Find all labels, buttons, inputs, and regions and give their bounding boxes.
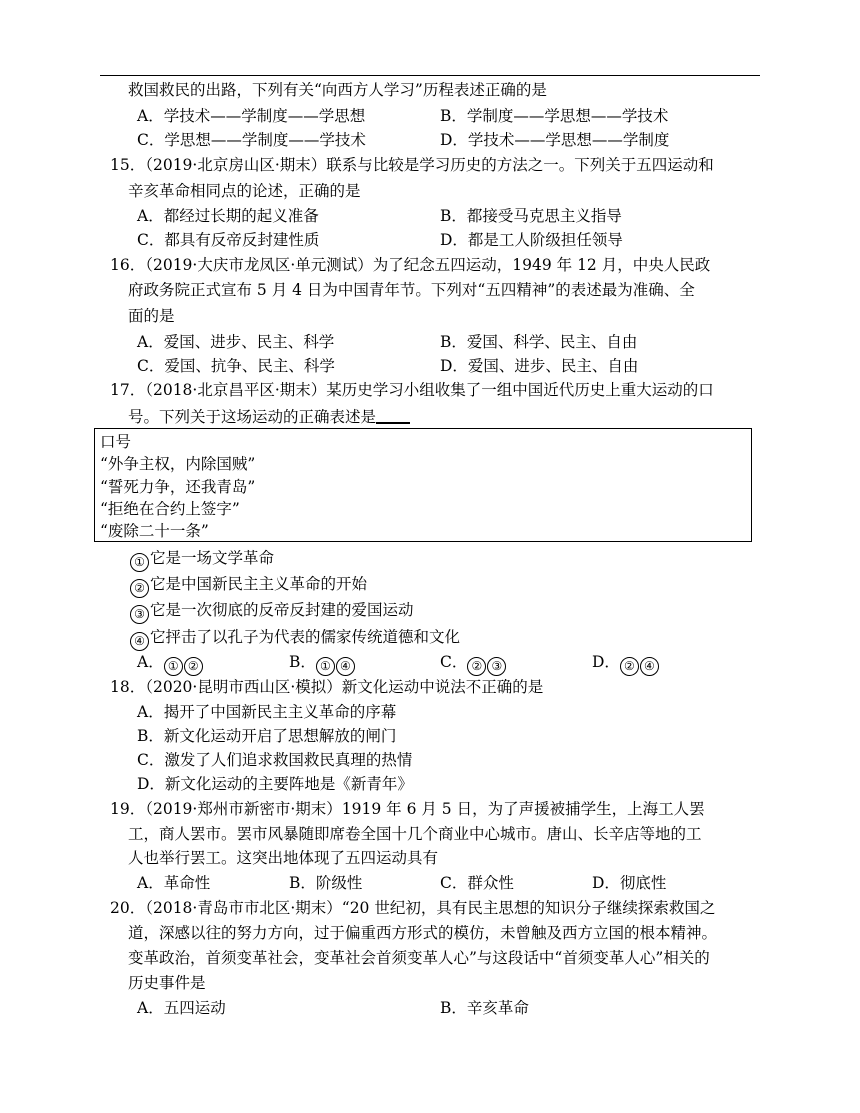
q18-option-a[interactable]: A．揭开了中国新民主主义革命的序幕 bbox=[137, 703, 397, 721]
q17-statement-4: ④ 它抨击了以孔子为代表的儒家传统道德和文化 bbox=[130, 627, 460, 651]
slogan-line: “废除二十一条” bbox=[100, 522, 209, 540]
q17-stem-line1: 17．（2018·北京昌平区·期末）某历史学习小组收集了一组中国近代历史上重大运动的口 bbox=[110, 381, 714, 399]
q16-stem-line2: 府政务院正式宣布 5 月 4 日为中国青年节。下列对“五四精神”的表述最为准确、全 bbox=[128, 281, 695, 299]
q20-stem-line1: 20．（2018·青岛市市北区·期末）“20 世纪初，具有民主思想的知识分子继续探索救国之 bbox=[110, 899, 716, 917]
q17-option-c[interactable]: C． ② ③ bbox=[440, 652, 507, 676]
circled-number: ② bbox=[130, 579, 149, 598]
q16-option-c[interactable]: C．爱国、抗争、民主、科学 bbox=[137, 357, 335, 375]
q18-option-b[interactable]: B．新文化运动开启了思想解放的闸门 bbox=[137, 727, 397, 745]
q19-stem-line3: 人也举行罢工。这突出地体现了五四运动具有 bbox=[128, 849, 439, 867]
q20-option-a[interactable]: A．五四运动 bbox=[137, 999, 226, 1017]
q16-option-a[interactable]: A．爱国、进步、民主、科学 bbox=[137, 333, 335, 351]
intro-option-b[interactable]: B．学制度——学思想——学技术 bbox=[440, 107, 669, 125]
q19-stem-line1: 19．（2019·郑州市新密市·期末）1919 年 6 月 5 日，为了声援被捕学生，上海工人罢 bbox=[110, 800, 705, 818]
q15-stem-line2: 辛亥革命相同点的论述，正确的是 bbox=[128, 182, 361, 200]
intro-stem: 救国救民的出路，下列有关“向西方人学习”历程表述正确的是 bbox=[128, 81, 547, 99]
circled-number: ③ bbox=[130, 605, 149, 624]
q15-option-b[interactable]: B．都接受马克思主义指导 bbox=[440, 207, 622, 225]
q19-option-b[interactable]: B．阶级性 bbox=[289, 874, 363, 892]
slogan-line: “外争主权，内除国贼” bbox=[100, 455, 256, 473]
q19-option-c[interactable]: C．群众性 bbox=[440, 874, 514, 892]
q15-option-a[interactable]: A．都经过长期的起义准备 bbox=[137, 207, 319, 225]
q17-stem-line2: 号。下列关于这场运动的正确表述是 bbox=[128, 406, 410, 427]
q19-stem-line2: 工，商人罢市。罢市风暴随即席卷全国十几个商业中心城市。唐山、长辛店等地的工 bbox=[128, 825, 702, 843]
intro-option-d[interactable]: D．学技术——学思想——学制度 bbox=[440, 131, 670, 149]
slogan-box-title: 口号 bbox=[100, 433, 132, 451]
q17-statement-2: ② 它是中国新民主主义革命的开始 bbox=[130, 574, 367, 598]
q20-option-b[interactable]: B．辛亥革命 bbox=[440, 999, 529, 1017]
q18-option-c[interactable]: C．激发了人们追求救国救民真理的热情 bbox=[137, 751, 413, 769]
q15-option-d[interactable]: D．都是工人阶级担任领导 bbox=[440, 231, 623, 249]
circled-number: ④ bbox=[130, 632, 149, 651]
intro-option-c[interactable]: C．学思想——学制度——学技术 bbox=[137, 131, 366, 149]
slogan-line: “拒绝在合约上签字” bbox=[100, 500, 240, 518]
answer-blank bbox=[376, 406, 410, 424]
q19-option-a[interactable]: A．革命性 bbox=[137, 874, 211, 892]
q20-stem-line3: 变革政治，首须变革社会，变革社会首须变革人心”与这段话中“首须变革人心”相关的 bbox=[128, 949, 710, 967]
q17-statement-3: ③ 它是一次彻底的反帝反封建的爱国运动 bbox=[130, 600, 414, 624]
q19-option-d[interactable]: D．彻底性 bbox=[592, 874, 667, 892]
q20-stem-line2: 道，深感以往的努力方向，过于偏重西方形式的模仿，未曾触及西方立国的根本精神。 bbox=[128, 924, 718, 942]
q15-option-c[interactable]: C．都具有反帝反封建性质 bbox=[137, 231, 320, 249]
q16-option-b[interactable]: B．爱国、科学、民主、自由 bbox=[440, 333, 638, 351]
header-rule bbox=[100, 75, 760, 76]
q17-statement-1: ① 它是一场文学革命 bbox=[130, 548, 274, 572]
q20-stem-line4: 历史事件是 bbox=[128, 974, 206, 992]
q16-stem-line3: 面的是 bbox=[128, 307, 175, 325]
circled-number: ① bbox=[130, 553, 149, 572]
slogan-line: “誓死力争，还我青岛” bbox=[100, 478, 256, 496]
q17-option-d[interactable]: D． ② ④ bbox=[592, 652, 660, 676]
q17-option-a[interactable]: A． ① ② bbox=[137, 652, 204, 676]
q16-stem-line1: 16．（2019·大庆市龙凤区·单元测试）为了纪念五四运动，1949 年 12 月，中央人民政 bbox=[110, 256, 711, 274]
intro-option-a[interactable]: A．学技术——学制度——学思想 bbox=[137, 107, 366, 125]
q16-option-d[interactable]: D．爱国、进步、民主、自由 bbox=[440, 357, 639, 375]
q18-option-d[interactable]: D．新文化运动的主要阵地是《新青年》 bbox=[137, 775, 413, 793]
q15-stem-line1: 15．（2019·北京房山区·期末）联系与比较是学习历史的方法之一。下列关于五四运动和 bbox=[110, 156, 714, 174]
q18-stem-line1: 18．（2020·昆明市西山区·模拟）新文化运动中说法不正确的是 bbox=[110, 678, 544, 696]
q17-option-b[interactable]: B． ① ④ bbox=[289, 652, 356, 676]
